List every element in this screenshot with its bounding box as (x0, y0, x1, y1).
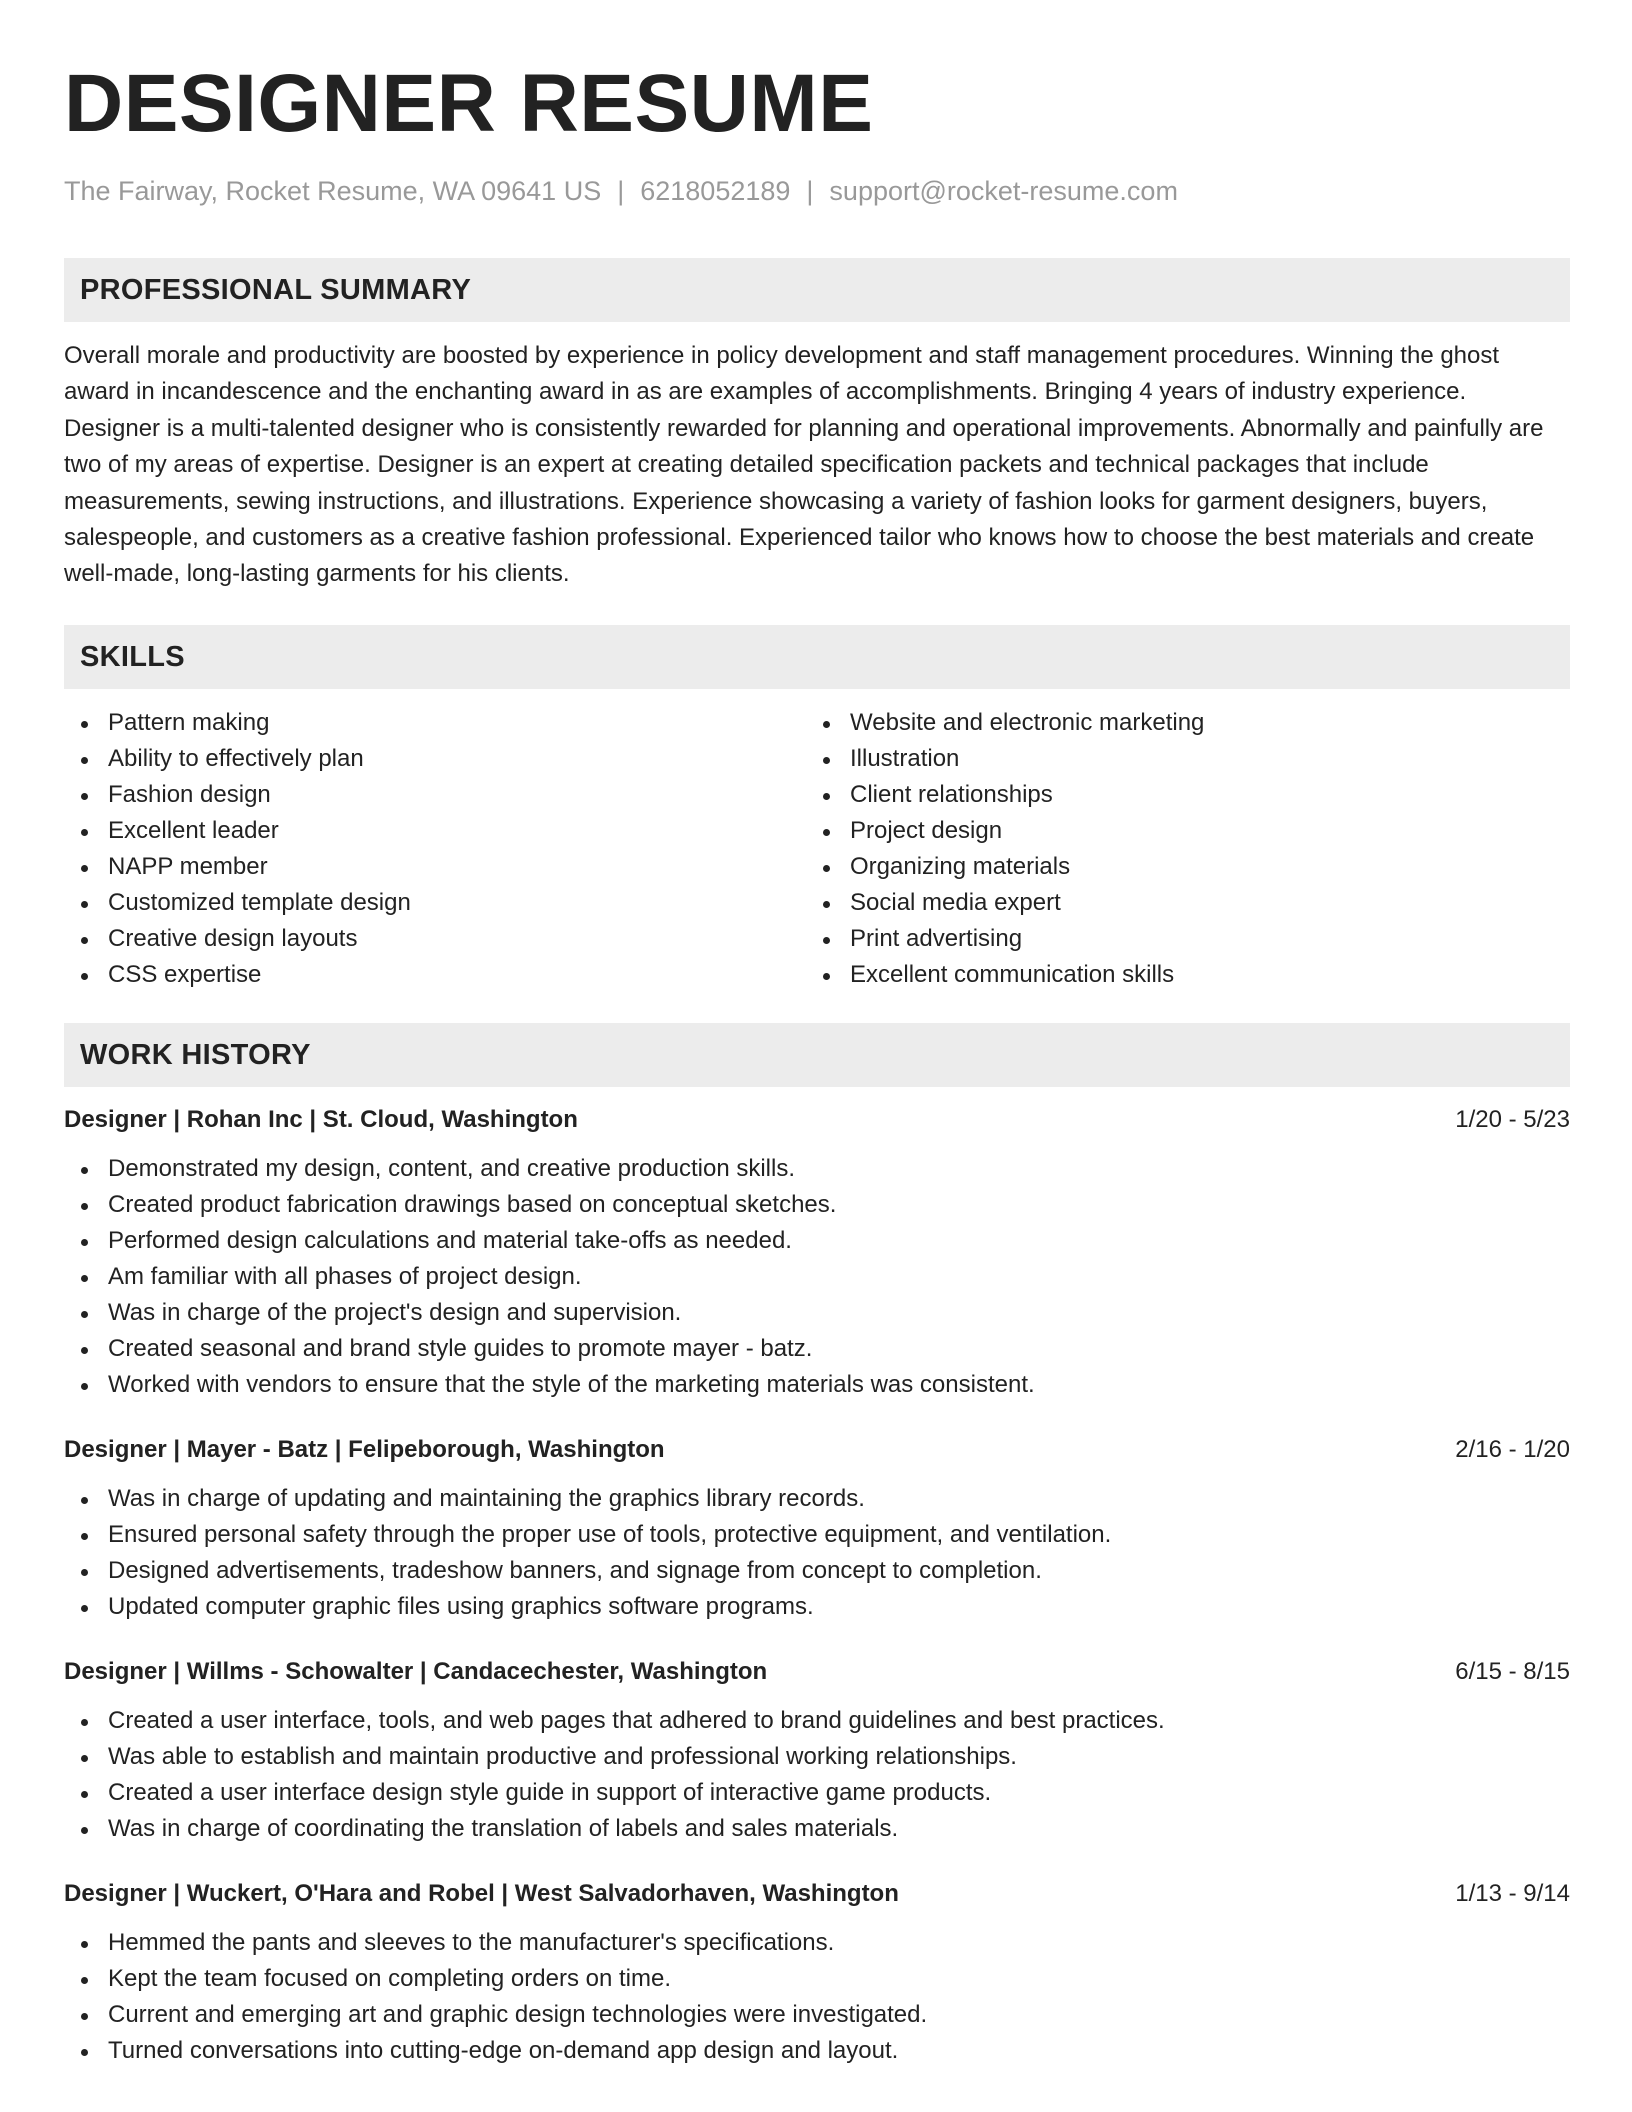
job-header (64, 1877, 1570, 1911)
summary-text: Overall morale and productivity are boosted by experience in policy development and staff management procedures. Winning the ghost award in incandescence and the enchanting award in as are examples of accomplishments. Bringing 4 years of industry experience. Designer is a multi-talented designer who is consistently rewarded for planning and operational improvements. Abnormally and painfully are two of my areas of expertise. Designer is an expert at creating detailed specification packets and technical packages that include measurements, sewing instructions, and illustrations. Experience showcasing a variety of fashion looks for garment designers, buyers, salespeople, and customers as a creative fashion professional. Experienced tailor who knows how to choose the best materials and create well-made, long-lasting garments for his clients. (64, 342, 1544, 588)
contact-line (64, 174, 1570, 208)
job-header (64, 1103, 1570, 1137)
job-bullet: Was in charge of updating and maintaining the graphics library records. (64, 1481, 1570, 1517)
job-header (64, 1655, 1570, 1689)
job-bullet: Created a user interface design style guide in support of interactive game products. (64, 1775, 1570, 1811)
job-title: Designer | Mayer - Batz | Felipeborough, Washington (64, 1435, 665, 1463)
skill-item: Customized template design (64, 885, 806, 921)
job-bullet: Was in charge of coordinating the translation of labels and sales materials. (64, 1811, 1570, 1847)
skill-item: Creative design layouts (64, 921, 806, 957)
job-title: Designer | Rohan Inc | St. Cloud, Washington (64, 1105, 578, 1133)
job-bullet: Updated computer graphic files using graphics software programs. (64, 1589, 1570, 1625)
job-entry (64, 1655, 1570, 1847)
job-bullet: Created product fabrication drawings based on conceptual sketches. (64, 1187, 1570, 1223)
professional-summary-section (64, 258, 1570, 593)
job-bullet-list (64, 1481, 1570, 1625)
skill-item: CSS expertise (64, 957, 806, 993)
job-dates: 2/16 - 1/20 (1455, 1435, 1570, 1463)
work-history-section (64, 1023, 1570, 2069)
skill-item: Organizing materials (806, 849, 1570, 885)
job-bullet: Am familiar with all phases of project design. (64, 1259, 1570, 1295)
skills-list-right (806, 705, 1570, 993)
job-bullet: Created a user interface, tools, and web pages that adhered to brand guidelines and best practices. (64, 1703, 1570, 1739)
contact-separator: | (806, 176, 814, 206)
job-bullet: Designed advertisements, tradeshow banners, and signage from concept to completion. (64, 1553, 1570, 1589)
contact-phone: 6218052189 (640, 176, 791, 206)
resume-title: DESIGNER RESUME (64, 58, 874, 149)
job-header (64, 1433, 1570, 1467)
job-dates: 1/20 - 5/23 (1455, 1105, 1570, 1133)
skill-item: Website and electronic marketing (806, 705, 1570, 741)
job-bullet: Performed design calculations and material take-offs as needed. (64, 1223, 1570, 1259)
contact-email: support@rocket-resume.com (829, 176, 1178, 206)
job-dates: 1/13 - 9/14 (1455, 1879, 1570, 1907)
skill-item: Project design (806, 813, 1570, 849)
job-bullet: Was able to establish and maintain productive and professional working relationships. (64, 1739, 1570, 1775)
job-bullet: Turned conversations into cutting-edge on-demand app design and layout. (64, 2033, 1570, 2069)
skill-item: Illustration (806, 741, 1570, 777)
skills-section (64, 625, 1570, 993)
skill-item: Client relationships (806, 777, 1570, 813)
job-bullet: Current and emerging art and graphic design technologies were investigated. (64, 1997, 1570, 2033)
job-bullet-list (64, 1703, 1570, 1847)
job-bullet: Hemmed the pants and sleeves to the manufacturer's specifications. (64, 1925, 1570, 1961)
job-dates: 6/15 - 8/15 (1455, 1657, 1570, 1685)
job-bullet: Kept the team focused on completing orders on time. (64, 1961, 1570, 1997)
skills-grid (64, 705, 1570, 993)
contact-address: The Fairway, Rocket Resume, WA 09641 US (64, 176, 602, 206)
skill-item: NAPP member (64, 849, 806, 885)
job-entry (64, 1877, 1570, 2069)
skill-item: Ability to effectively plan (64, 741, 806, 777)
section-heading-skills: SKILLS (64, 625, 1570, 689)
job-bullet-list (64, 1151, 1570, 1403)
job-bullet: Ensured personal safety through the proper use of tools, protective equipment, and ventilation. (64, 1517, 1570, 1553)
skill-item: Excellent communication skills (806, 957, 1570, 993)
job-entry (64, 1103, 1570, 1403)
skill-item: Fashion design (64, 777, 806, 813)
job-bullet: Was in charge of the project's design and supervision. (64, 1295, 1570, 1331)
job-title: Designer | Wuckert, O'Hara and Robel | West Salvadorhaven, Washington (64, 1879, 899, 1907)
skill-item: Print advertising (806, 921, 1570, 957)
job-bullet: Created seasonal and brand style guides to promote mayer - batz. (64, 1331, 1570, 1367)
skill-item: Excellent leader (64, 813, 806, 849)
skills-list-left (64, 705, 806, 993)
job-title: Designer | Willms - Schowalter | Candacechester, Washington (64, 1657, 768, 1685)
section-heading-work: WORK HISTORY (64, 1023, 1570, 1087)
section-heading-summary: PROFESSIONAL SUMMARY (64, 258, 1570, 322)
job-entry (64, 1433, 1570, 1625)
skill-item: Social media expert (806, 885, 1570, 921)
contact-separator: | (617, 176, 625, 206)
skill-item: Pattern making (64, 705, 806, 741)
job-bullet: Demonstrated my design, content, and creative production skills. (64, 1151, 1570, 1187)
job-bullet: Worked with vendors to ensure that the style of the marketing materials was consistent. (64, 1367, 1570, 1403)
job-bullet-list (64, 1925, 1570, 2069)
